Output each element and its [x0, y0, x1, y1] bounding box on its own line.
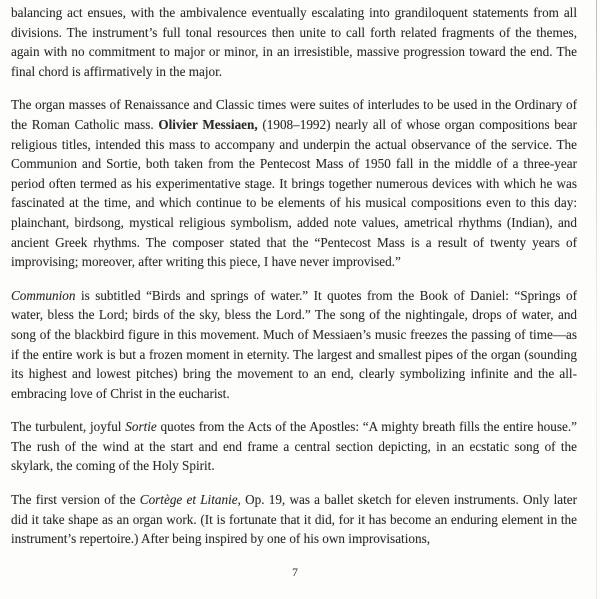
text-segment: The first version of the [11, 492, 140, 508]
work-title: Sortie [125, 419, 157, 435]
work-title: Cortège et Litanie [139, 492, 238, 508]
page-text [11, 0, 577, 563]
paragraph-4 [11, 417, 577, 476]
paragraph-3 [11, 286, 577, 404]
paragraph-2 [11, 95, 577, 271]
text-segment: The organ masses of Renaissance and Classic times were suites of interludes to be used in the Ordinary of the Roman Catholic mass. [11, 97, 577, 132]
text-segment: quotes from the Acts of the Apostles: “A mighty breath fills the entire house.” The rush of the wind at the start and end frame a central section depicting, in an ecstatic song of the skylark, the coming of the Holy Spirit. [11, 419, 577, 474]
text-segment: is subtitled “Birds and springs of water.” It quotes from the Book of Daniel: “Springs of water, bless the Lord; birds of the sky, bless the Lord.” The song of the nightingale, drops of water, and song of the blackbird figure in this movement. Much of Messiaen’s music freezes the passing of time—as if the entire work is but a frozen moment in eternity. The largest and smallest pipes of the organ (sounding its highest and lowest pitches) bring the movement to an end, clearly symbolizing infinite and the all-embracing love of Christ in the eucharist. [11, 287, 577, 401]
text-segment: (1908–1992) nearly all of whose organ compositions bear religious titles, intended this mass to accompany and underpin the actual observance of the service. The Communion and Sortie, both taken from the Pentecost Mass of 1950 fall in the middle of a three-year period often termed as his experimentative stage. It brings together numerous devices with which he was fascinated at the time, and which continue to be elements of his musical compositions even to this day: plainchant, birdsong, mystical religious symbolism, added note values, ametrical rhythms (Indian), and ancient Greek rhythms. The composer stated that the “Pentecost Mass is a result of twenty years of improvising; moreover, after writing this piece, I have never improvised.” [11, 116, 577, 270]
scan-edge-artifact [596, 0, 597, 599]
page-number: 7 [292, 567, 298, 579]
work-title: Communion [11, 287, 76, 303]
text-segment: The turbulent, joyful [11, 419, 126, 435]
paragraph-5 [11, 490, 577, 549]
text-segment: balancing act ensues, with the ambivalence eventually escalating into grandiloquent statements from all divisions. The instrument’s full tonal resources then unite to call forth related fragments of the themes, again with no commitment to major or minor, in an irresistible, massive progression toward the end. The final chord is affirmatively in the major. [11, 5, 577, 79]
paragraph-1 [11, 3, 577, 81]
text-segment: , Op. 19, was a ballet sketch for eleven instruments. Only later did it take shape as an organ work. (It is fortunate that it did, for it has become an enduring element in the instrument’s repertoire.) After being inspired by one of his own improvisations, [11, 492, 577, 547]
composer-name: Olivier Messiaen, [158, 116, 258, 132]
